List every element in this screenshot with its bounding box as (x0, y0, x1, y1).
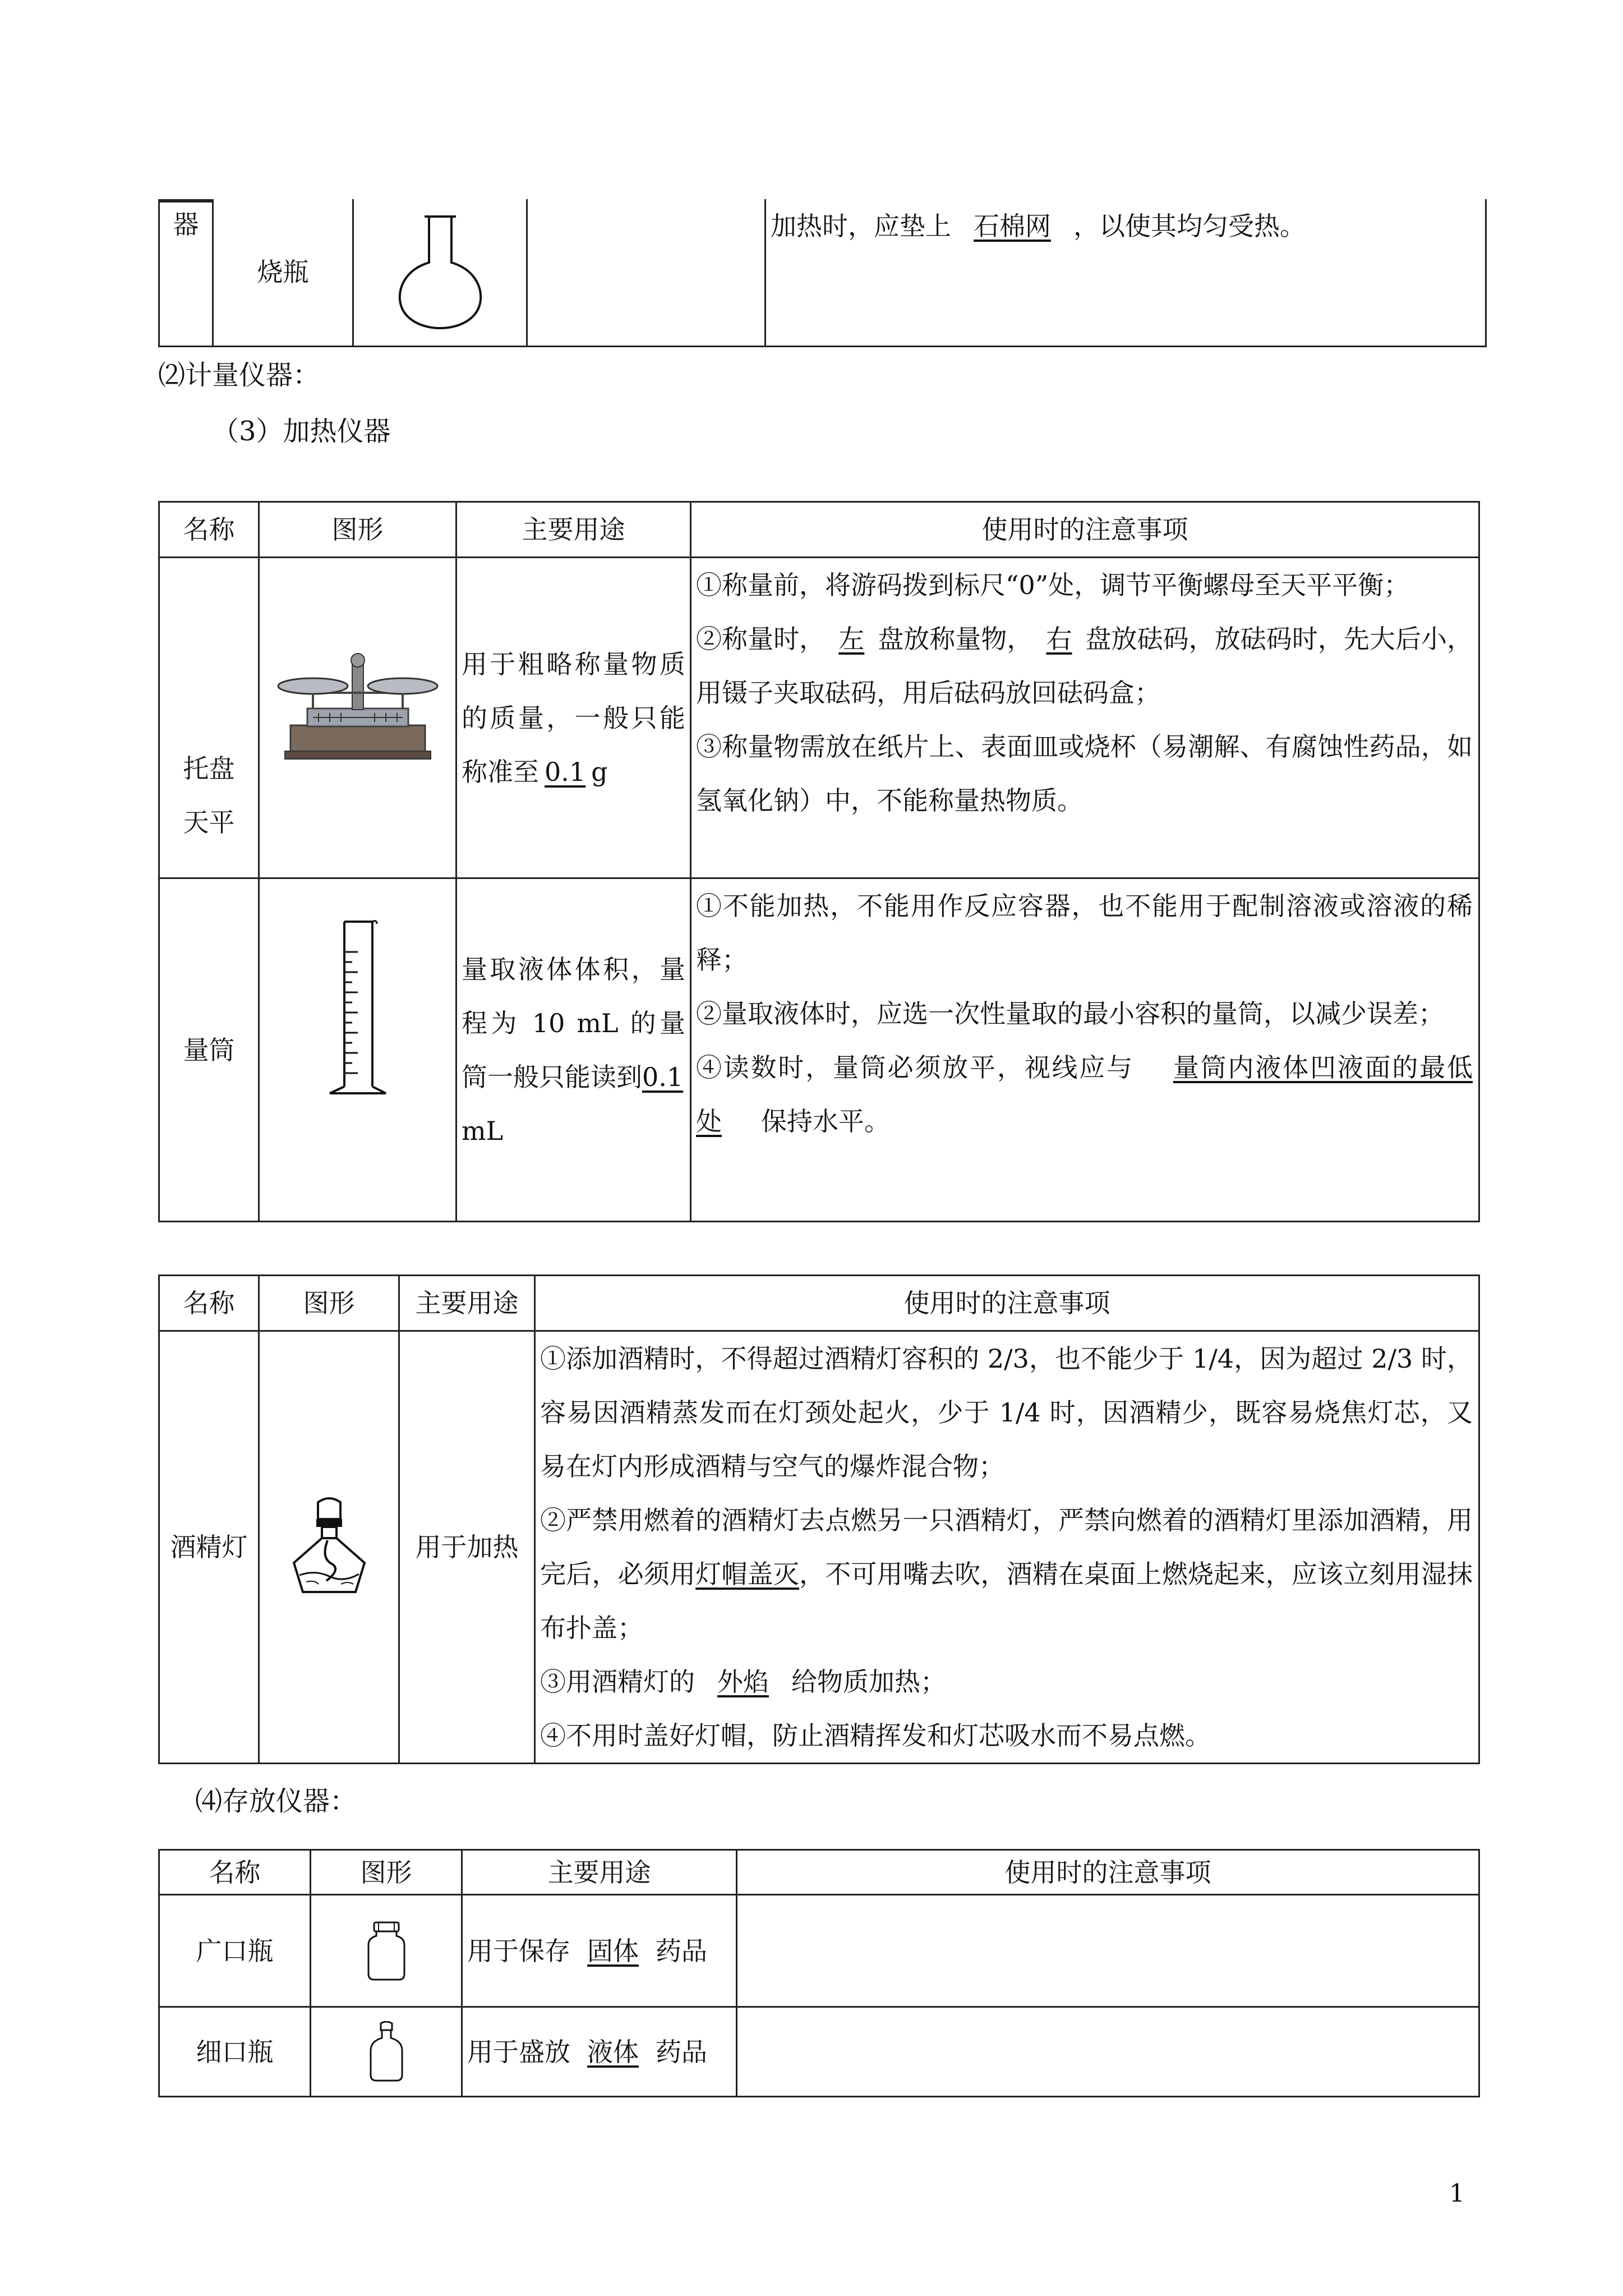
cylinder-note-2: ②量取液体时，应选一次性量取的最小容积的量筒，以减少误差； (696, 999, 1444, 1029)
balance-note-2-blank-1: 左 (838, 624, 865, 654)
category-cell (159, 199, 213, 346)
wide-mouth-bottle-icon (364, 1920, 409, 1982)
storage-header-figure: 图形 (311, 1850, 462, 1895)
narrow-bottle-use (462, 2007, 737, 2097)
narrow-bottle-figure (311, 2007, 462, 2097)
wide-bottle-use (462, 1895, 737, 2007)
category-fragment: 器 (160, 199, 212, 238)
storage-header-use: 主要用途 (462, 1850, 737, 1895)
wide-bottle-use-blank: 固体 (587, 1935, 639, 1966)
wide-bottle-figure (311, 1895, 462, 2007)
balance-note-1: ①称量前，将游码拨到标尺“0”处，调节平衡螺母至天平平衡； (696, 570, 1410, 600)
balance-notes (691, 558, 1479, 878)
flask-note-prefix: 加热时，应垫上 (771, 211, 951, 241)
narrow-bottle-name: 细口瓶 (159, 2007, 311, 2097)
cylinder-note-4-blank: 量筒内液体凹液面的最低处 (696, 1052, 1473, 1137)
flask-notes (766, 199, 1486, 346)
cylinder-note-4-prefix: ④读数时，量筒必须放平，视线应与 (696, 1052, 1134, 1083)
wide-bottle-name: 广口瓶 (159, 1895, 311, 2007)
lamp-figure (259, 1331, 399, 1764)
storage-header-name: 名称 (159, 1850, 311, 1895)
cylinder-use-prefix: 量取液体体积，量程为 10 mL 的量筒一般只能读到 (462, 954, 685, 1092)
lamp-note-3 (540, 1655, 1473, 1709)
measuring-table (158, 501, 1480, 1222)
balance-use-blank: 0.1 (545, 756, 586, 787)
lamp-note-2-prefix: ②严禁用燃着的酒精灯去点燃另一只酒精灯，严禁向燃着的酒精灯里添加酒精，用完后，必须用 (540, 1505, 1473, 1589)
heating-header-notes: 使用时的注意事项 (535, 1276, 1479, 1331)
storage-table (158, 1849, 1480, 2097)
cylinder-note-4 (696, 1041, 1473, 1148)
lamp-note-2-blank: 灯帽盖灭 (695, 1559, 800, 1589)
lamp-note-4: ④不用时盖好灯帽，防止酒精挥发和灯芯吸水而不易点燃。 (540, 1720, 1211, 1751)
lamp-note-3-blank: 外焰 (717, 1667, 769, 1697)
balance-note-2c: 盘放砝码，放砝码时，先大后小，用镊子夹取砝码，用后砝码放回砝码盒； (696, 624, 1473, 708)
flask-name: 烧瓶 (213, 199, 353, 346)
flask-note-suffix: ，以使其均匀受热。 (1073, 211, 1306, 241)
wide-bottle-use-suffix: 药品 (656, 1935, 707, 1966)
graduated-cylinder-icon (319, 918, 397, 1098)
balance-name-cell (159, 558, 259, 878)
lamp-name: 酒精灯 (159, 1331, 259, 1764)
balance-name: 托盘天平 (183, 753, 235, 838)
heating-header-name: 名称 (159, 1276, 259, 1331)
cylinder-use (457, 878, 691, 1222)
cylinder-note-1: ①不能加热，不能用作反应容器，也不能用于配制溶液或溶液的稀释； (696, 891, 1473, 975)
lamp-note-3-suffix: 给物质加热； (791, 1667, 946, 1697)
balance-note-2b: 盘放称量物， (878, 624, 1033, 654)
narrow-bottle-notes (737, 2007, 1479, 2097)
header-use: 主要用途 (457, 502, 691, 558)
alcohol-lamp-icon (287, 1497, 371, 1598)
heading-heating: （3）加热仪器 (212, 416, 391, 447)
balance-use-suffix: g (591, 756, 608, 787)
cylinder-notes (691, 878, 1479, 1222)
cylinder-figure (259, 878, 457, 1222)
balance-note-2a: ②称量时， (696, 624, 826, 654)
cylinder-name: 量筒 (159, 878, 259, 1222)
lamp-note-2 (540, 1493, 1473, 1655)
lamp-note-1: ①添加酒精时，不得超过酒精灯容积的 2/3，也不能少于 1/4，因为超过 2/3 时，容易因酒精蒸发而在灯颈处起火，少于 1/4 时，因酒精少，既容易烧焦灯芯，又易在灯内形成酒精与空气的爆炸混合物； (540, 1343, 1473, 1481)
balance-note-2 (696, 612, 1473, 720)
lamp-notes (535, 1331, 1479, 1764)
header-name: 名称 (159, 502, 259, 558)
lamp-note-3-prefix: ③用酒精灯的 (540, 1667, 695, 1697)
wide-bottle-use-prefix: 用于保存 (467, 1935, 570, 1966)
cylinder-note-4-suffix: 保持水平。 (761, 1106, 890, 1137)
heading-measuring: ⑵计量仪器： (158, 360, 320, 391)
lamp-note-2-suffix: ，不可用嘴去吹，酒精在桌面上燃烧起来，应该立刻用湿抹布扑盖； (540, 1559, 1473, 1643)
page-number: 1 (1449, 2179, 1465, 2208)
narrow-mouth-bottle-icon (364, 2021, 409, 2083)
wide-bottle-notes (737, 1895, 1479, 2007)
round-bottom-flask-icon (395, 213, 485, 331)
heading-storage: ⑷存放仪器： (195, 1786, 357, 1817)
balance-note-3: ③称量物需放在纸片上、表面皿或烧杯（易潮解、有腐蚀性药品，如氢氧化钠）中，不能称量热物质。 (696, 731, 1473, 816)
heating-table (158, 1274, 1480, 1764)
narrow-bottle-use-prefix: 用于盛放 (467, 2036, 570, 2067)
flask-use (527, 199, 766, 346)
cylinder-use-blank: 0.1 (642, 1061, 684, 1092)
lamp-use: 用于加热 (399, 1331, 535, 1764)
storage-header-notes: 使用时的注意事项 (737, 1850, 1479, 1895)
flask-figure (353, 199, 527, 346)
balance-figure (259, 558, 457, 878)
narrow-bottle-use-blank: 液体 (587, 2036, 639, 2067)
heating-header-use: 主要用途 (399, 1276, 535, 1331)
heating-header-figure: 图形 (259, 1276, 399, 1331)
balance-use-prefix: 用于粗略称量物质的质量，一般只能称准至 (462, 648, 685, 787)
tray-balance-icon (274, 641, 442, 765)
balance-use (457, 558, 691, 878)
header-figure: 图形 (259, 502, 457, 558)
header-notes: 使用时的注意事项 (691, 502, 1479, 558)
top-table (158, 199, 1487, 347)
narrow-bottle-use-suffix: 药品 (656, 2036, 707, 2067)
cylinder-use-suffix: mL (462, 1115, 504, 1146)
balance-note-2-blank-2: 右 (1046, 624, 1072, 654)
flask-note-blank: 石棉网 (974, 211, 1051, 241)
